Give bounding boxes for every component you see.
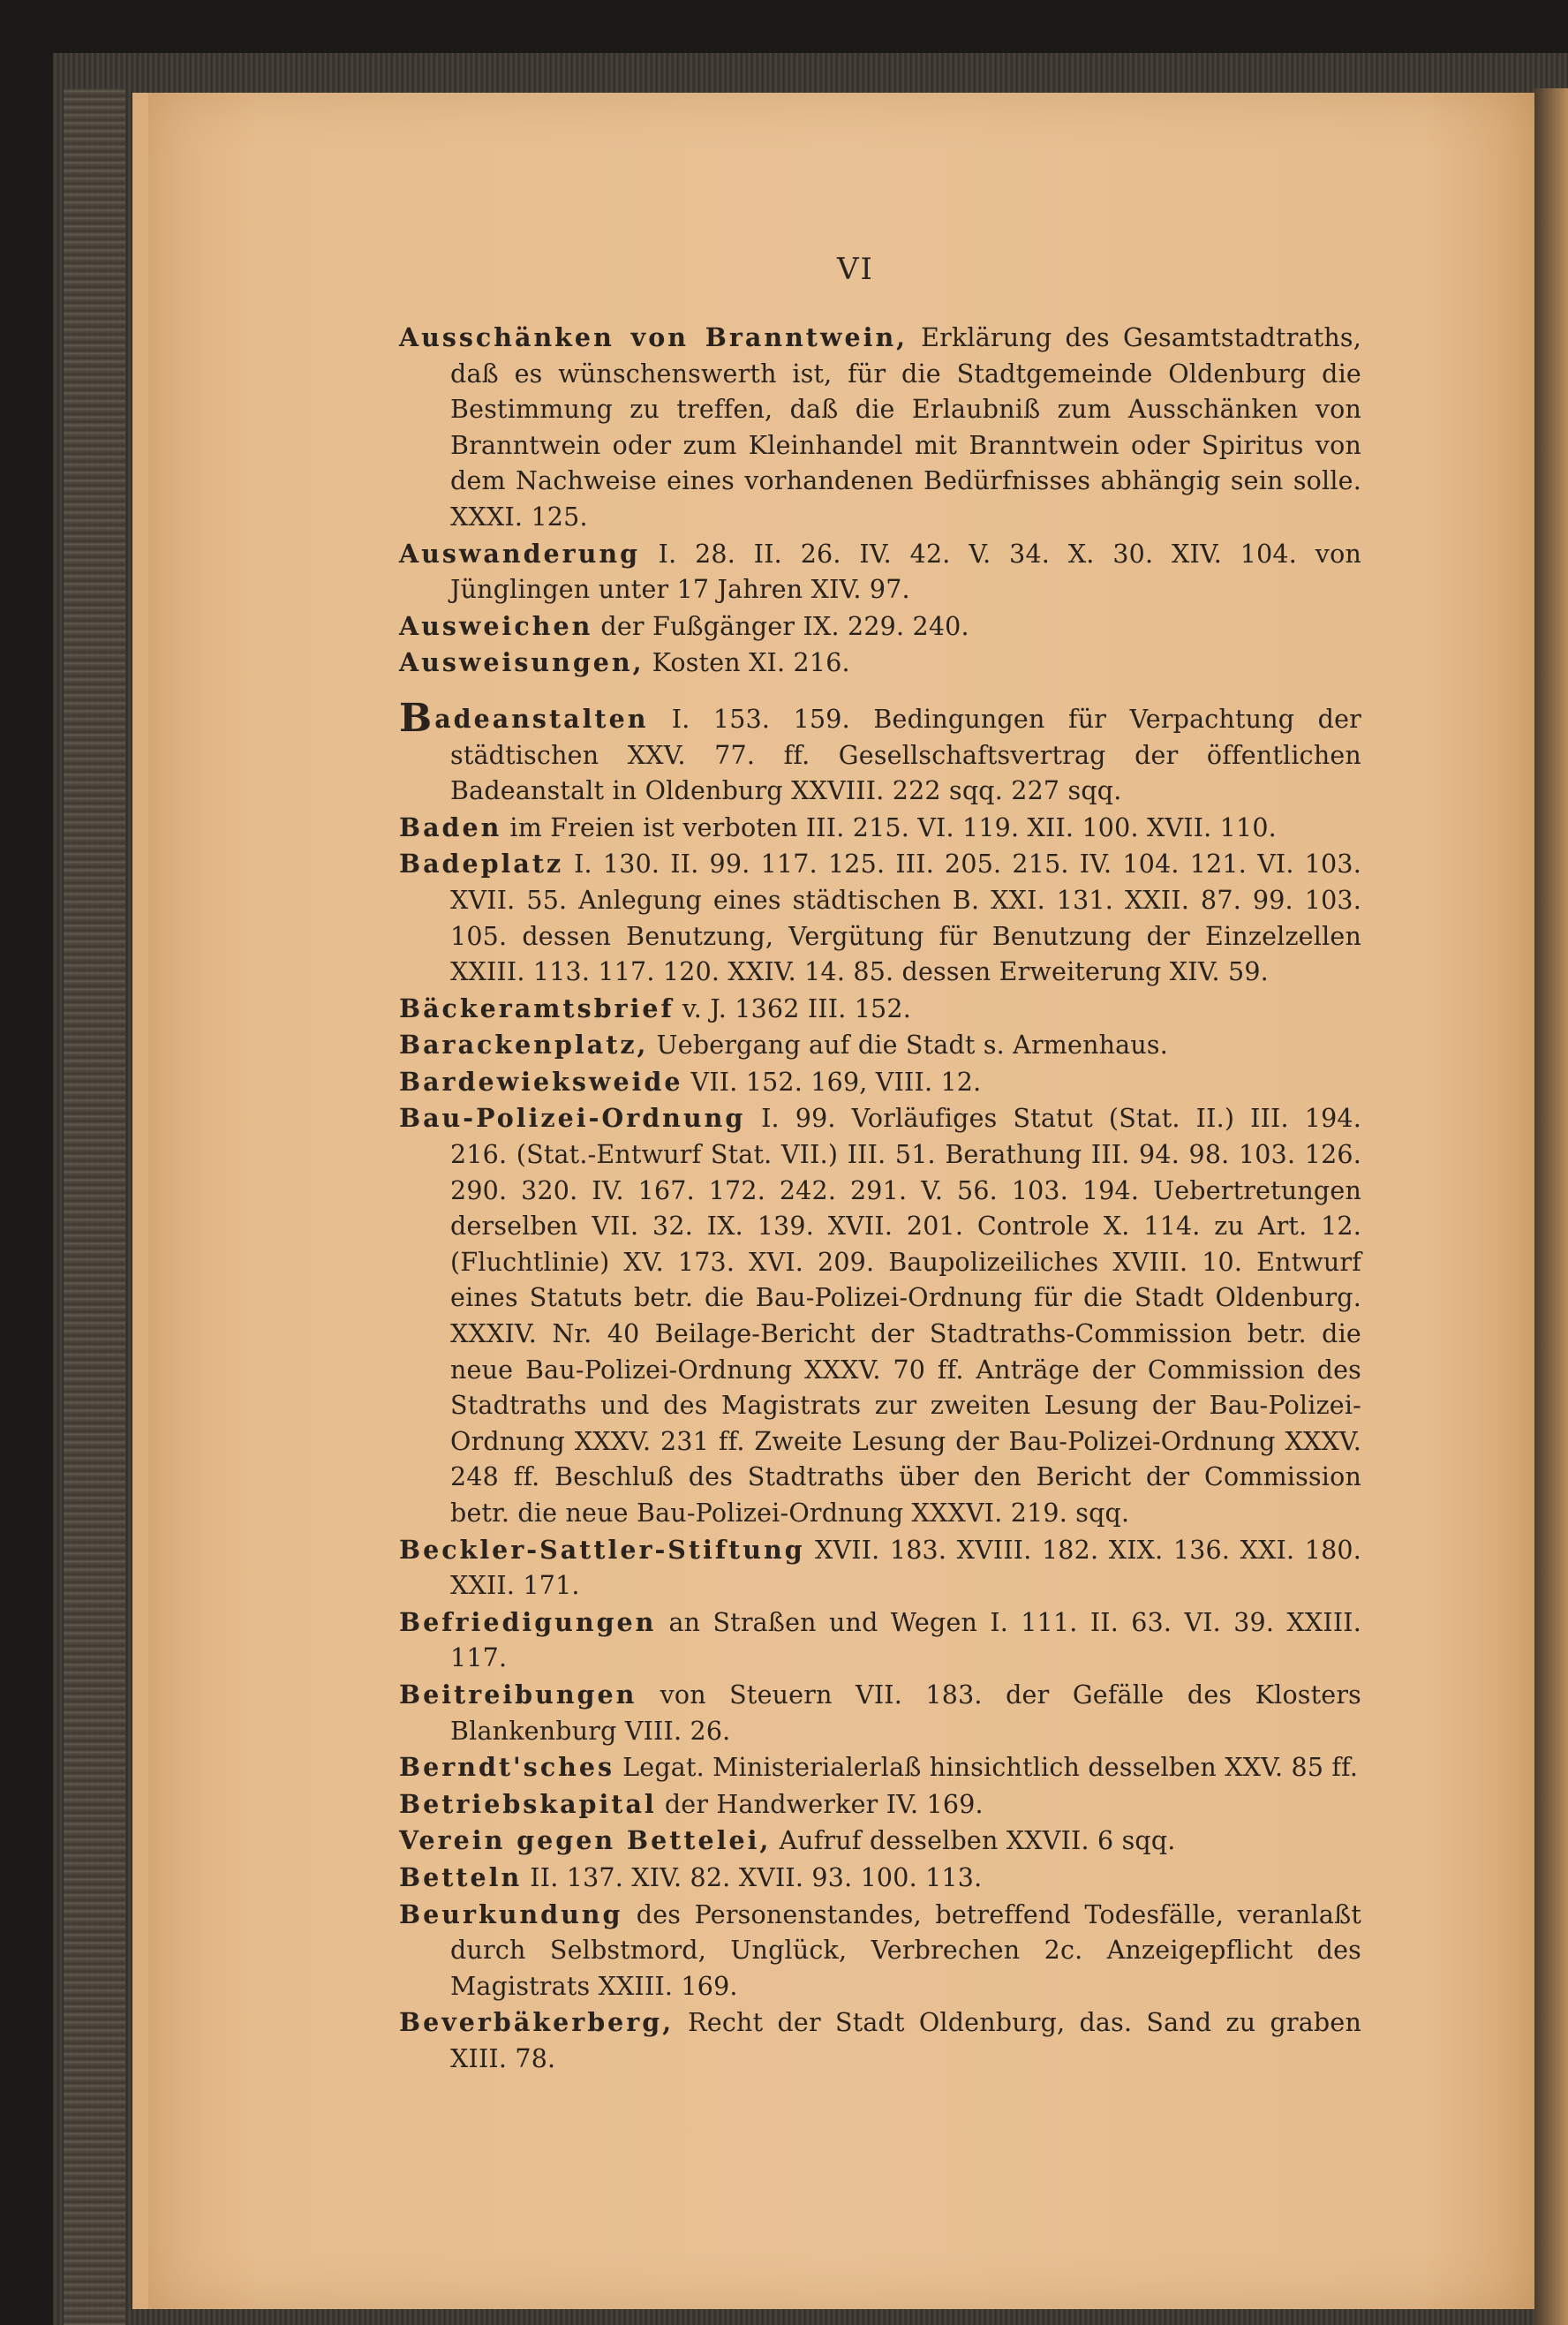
entry-term: Bau-Polizei-Ordnung	[399, 1103, 746, 1134]
entry-term: Ausweisungen,	[399, 647, 645, 678]
entry-references: v. J. 1362 III. 152.	[682, 993, 911, 1023]
entry-term: Ausweichen	[399, 610, 593, 641]
entry-references: im Freien ist verboten III. 215. VI. 119. XII. 100. XVII. 110.	[509, 812, 1277, 842]
index-entry	[399, 2004, 1361, 2077]
entry-term: Barackenplatz,	[399, 1030, 649, 1061]
entry-term: Baden	[399, 811, 502, 842]
entry-references: XVII. 183. XVIII. 182. XIX. 136. XXI. 180. XXII. 171.	[450, 1535, 1362, 1601]
entry-references: der Handwerker IV. 169.	[664, 1789, 984, 1819]
entry-term: Auswanderung	[399, 538, 641, 569]
entry-term: Badeanstalten	[399, 695, 649, 741]
section-initial: B	[399, 695, 435, 741]
entry-references: I. 153. 159. Bedingungen für Verpachtung der städtischen XXV. 77. ff. Gesellschaftsvertrag der öffentlichen Badeanstalt in Oldenburg XXVIII. 222 sqq. 227 sqq.	[450, 704, 1362, 806]
entry-term: Betteln	[399, 1861, 523, 1892]
index-entry	[399, 1860, 1361, 1897]
entry-references: Aufruf desselben XXVII. 6 sqq.	[779, 1826, 1176, 1856]
entry-references: von Steuern VII. 183. der Gefälle des Klosters Blankenburg VIII. 26.	[450, 1680, 1362, 1746]
entry-references: Legat. Ministerialerlaß hinsichtlich desselben XXV. 85 ff.	[622, 1753, 1359, 1783]
facing-page-edge	[1534, 88, 1568, 2325]
index-entry	[399, 1897, 1361, 2005]
entry-term: Verein gegen Bettelei,	[399, 1825, 772, 1856]
entry-references: VII. 152. 169, VIII. 12.	[690, 1067, 982, 1097]
index-entry	[399, 1027, 1361, 1064]
entry-references: Kosten XI. 216.	[652, 648, 850, 678]
entry-references: Recht der Stadt Oldenburg, das. Sand zu graben XIII. 78.	[450, 2008, 1362, 2073]
entry-term: Befriedigungen	[399, 1606, 657, 1637]
index-entry	[399, 1064, 1361, 1101]
index-entry	[399, 846, 1361, 990]
index-entry	[399, 1823, 1361, 1860]
index-entry	[399, 695, 1362, 810]
index-entry	[399, 1786, 1361, 1823]
index-entry	[399, 608, 1361, 645]
index-entry	[399, 1532, 1361, 1604]
index-entry	[399, 1677, 1361, 1749]
entry-term: Beurkundung	[399, 1898, 623, 1929]
entry-references: I. 28. II. 26. IV. 42. V. 34. X. 30. XIV. 104. von Jünglingen unter 17 Jahren XIV. 97.	[450, 539, 1361, 605]
index-entry	[399, 1749, 1361, 1786]
entry-term: Badeplatz	[399, 849, 564, 879]
entry-references: Uebergang auf die Stadt s. Armenhaus.	[656, 1030, 1169, 1061]
index-entry	[399, 1100, 1361, 1531]
index-entry	[399, 991, 1361, 1028]
entry-term: Berndt'sches	[399, 1752, 615, 1783]
entry-term: Beverbäkerberg,	[399, 2007, 675, 2038]
entry-term: Bäckeramtsbrief	[399, 993, 675, 1023]
index-entry	[399, 1604, 1361, 1677]
index-entry	[399, 645, 1361, 682]
entry-references: an Straßen und Wegen I. 111. II. 63. VI. 39. XXIII. 117.	[450, 1607, 1361, 1673]
entry-references: I. 99. Vorläufiges Statut (Stat. II.) III. 194. 216. (Stat.-Entwurf Stat. VII.) III. 51. Berathung III. 94. 98. 103. 126. 290. 320. IV. 167. 172. 242. 291. V. 56. 103. 194. Uebertretungen derselben VII. 32. IX. 139. XVII. 201. Controle X. 114. zu Art. 12. (Fluchtlinie) XV. 173. XVI. 209. Baupolizeiliches XVIII. 10. Entwurf eines Statuts betr. die Bau-Polizei-Ordnung für die Stadt Oldenburg. XXXIV. Nr. 40 Beilage-Bericht der Stadtraths-Commission betr. die neue Bau-Polizei-Ordnung XXXV. 70 ff. Anträge der Commission des Stadtraths und des Magistrats zur zweiten Lesung der Bau-Polizei-Ordnung XXXV. 231 ff. Zweite Lesung der Bau-Polizei-Ordnung XXXV. 248 ff. Beschluß des Stadtraths über den Bericht der Commission betr. die neue Bau-Polizei-Ordnung XXXVI. 219. sqq.	[450, 1104, 1362, 1528]
entry-references: I. 130. II. 99. 117. 125. III. 205. 215. IV. 104. 121. VI. 103. XVII. 55. Anlegung eines städtischen B. XXI. 131. XXII. 87. 99. 103. 105. dessen Benutzung, Vergütung für Benutzung der Einzelzellen XXIII. 113. 117. 120. XXIV. 14. 85. dessen Erweiterung XIV. 59.	[450, 849, 1361, 987]
entry-references: der Fußgänger IX. 229. 240.	[600, 611, 969, 641]
index-entry	[399, 810, 1361, 847]
entry-term: Ausschänken von Branntwein,	[399, 322, 908, 352]
index-entry	[399, 320, 1361, 536]
entry-references: des Personenstandes, betreffend Todesfälle, veranlaßt durch Selbstmord, Unglück, Verbrechen 2c. Anzeigepflicht des Magistrats XXIII. 169.	[450, 1899, 1361, 2001]
entry-term: Bardewieksweide	[399, 1066, 683, 1097]
book-spine	[64, 88, 125, 2325]
page-number: VI	[837, 252, 874, 287]
entry-term: Betriebskapital	[399, 1788, 657, 1819]
entry-references: II. 137. XIV. 82. XVII. 93. 100. 113.	[530, 1862, 983, 1892]
index-entries	[399, 320, 1361, 2078]
entry-term: Beitreibungen	[399, 1679, 637, 1710]
index-entry	[399, 536, 1361, 608]
entry-term: Beckler-Sattler-Stiftung	[399, 1534, 805, 1565]
entry-references: Erklärung des Gesamtstadtraths, daß es wünschenswerth ist, für die Stadtgemeinde Oldenburg die Bestimmung zu treffen, daß die Erlaubniß zum Ausschänken von Branntwein oder zum Kleinhandel mit Branntwein oder Spiritus von dem Nachweise eines vorhandenen Bedürfnisses abhängig sein solle. XXXI. 125.	[450, 323, 1362, 532]
